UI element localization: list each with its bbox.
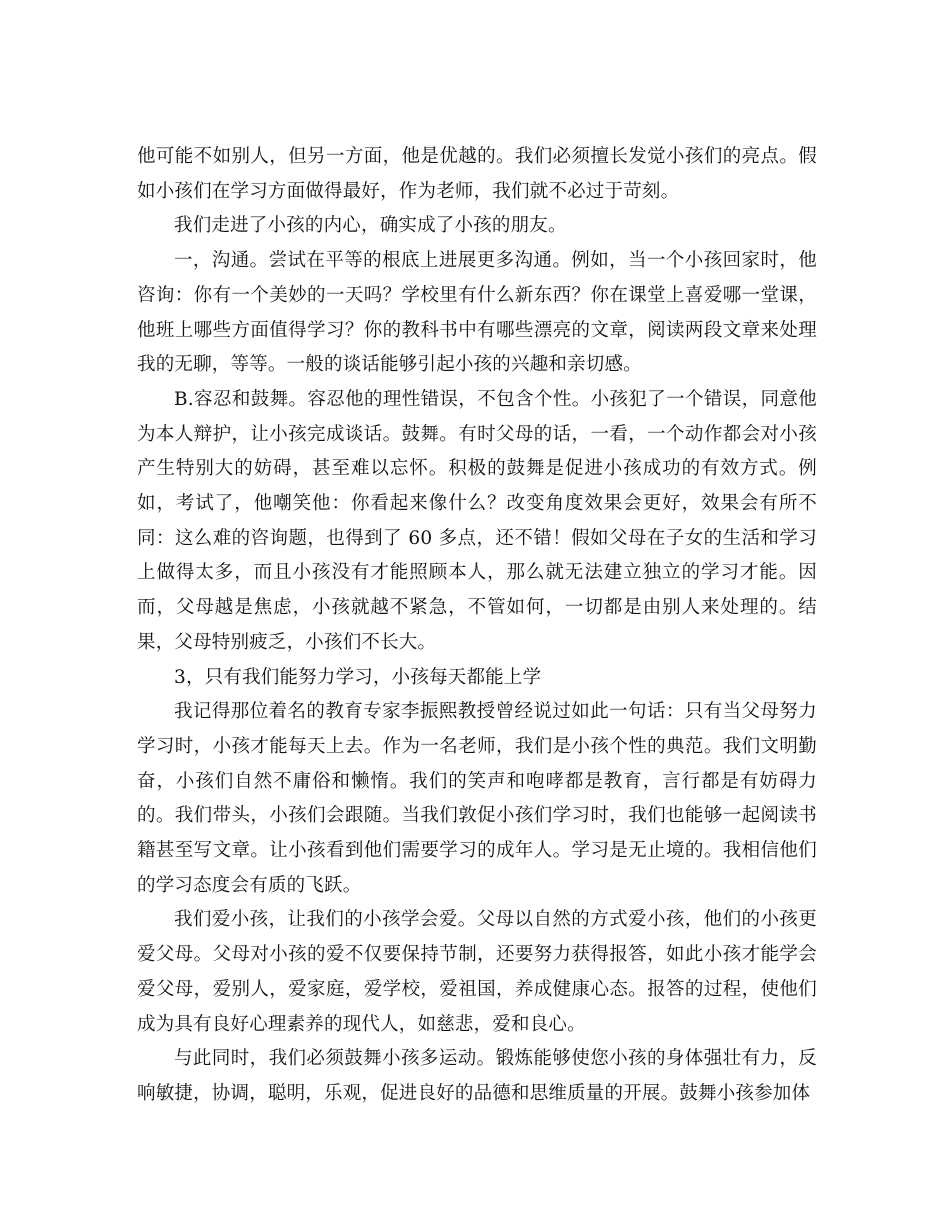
paragraph-2: 我们走进了小孩的内心，确实成了小孩的朋友。 <box>174 215 567 237</box>
paragraph-5-heading: 3，只有我们能努力学习，小孩每天都能上学 <box>174 666 542 688</box>
paragraph-7: 我们爱小孩，让我们的小孩学会爱。父母以自然的方式爱小孩，他们的小孩更爱父母。父母对小孩的爱不仅要保持节制，还要努力获得报答，如此小孩才能学会爱父母，爱别人，爱家庭，爱学校，爱祖国，养成健康心态。报答的过程，使他们成为具有良好心理素养的现代人，如慈悲，爱和良心。 <box>137 909 817 1035</box>
paragraph-6: 我记得那位着名的教育专家李振熙教授曾经说过如此一句话：只有当父母努力学习时，小孩才能每天上去。作为一名老师，我们是小孩个性的典范。我们文明勤奋，小孩们自然不庸俗和懒惰。我们的笑声和咆哮都是教育，言行都是有妨碍力的。我们带头，小孩们会跟随。当我们敦促小孩们学习时，我们也能够一起阅读书籍甚至写文章。让小孩看到他们需要学习的成年人。学习是无止境的。我相信他们的学习态度会有质的飞跃。 <box>137 701 817 896</box>
document-page <box>137 140 817 1112</box>
paragraph-4: B.容忍和鼓舞。容忍他的理性错误，不包含个性。小孩犯了一个错误，同意他为本人辩护，让小孩完成谈话。鼓舞。有时父母的话，一看，一个动作都会对小孩产生特别大的妨碍，甚至难以忘怀。积极的鼓舞是促进小孩成功的有效方式。例如，考试了，他嘲笑他：你看起来像什么？改变角度效果会更好，效果会有所不同：这么难的咨询题，也得到了 60 多点，还不错！假如父母在子女的生活和学习上做得太多，而且小孩没有才能照顾本人，那么就无法建立独立的学习才能。因而，父母越是焦虑，小孩就越不紧急，不管如何，一切都是由别人来处理的。结果，父母特别疲乏，小孩们不长大。 <box>137 388 817 653</box>
paragraph-8: 与此同时，我们必须鼓舞小孩多运动。锻炼能够使您小孩的身体强壮有力，反响敏捷，协调，聪明，乐观，促进良好的品德和思维质量的开展。鼓舞小孩参加体 <box>137 1048 817 1104</box>
paragraph-3: 一，沟通。尝试在平等的根底上进展更多沟通。例如，当一个小孩回家时，他咨询：你有一个美妙的一天吗？学校里有什么新东西？你在课堂上喜爱哪一堂课，他班上哪些方面值得学习？你的教科书中有哪些漂亮的文章，阅读两段文章来处理我的无聊，等等。一般的谈话能够引起小孩的兴趣和亲切感。 <box>137 250 817 376</box>
paragraph-1: 他可能不如别人，但另一方面，他是优越的。我们必须擅长发觉小孩们的亮点。假如小孩们在学习方面做得最好，作为老师，我们就不必过于苛刻。 <box>137 146 817 202</box>
